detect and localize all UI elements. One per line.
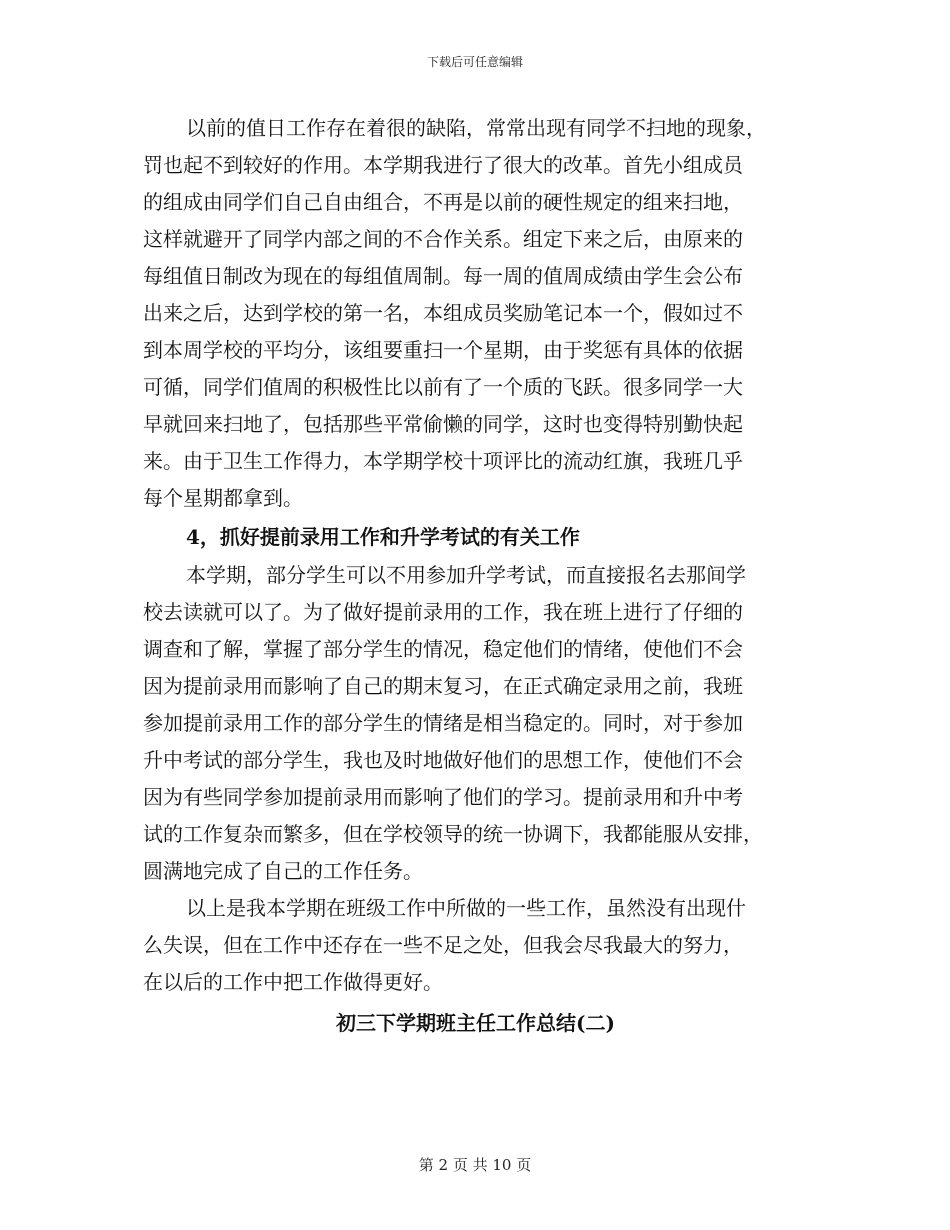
paragraph-line: 到本周学校的平均分，该组要重扫一个星期，由于奖惩有具体的依据: [143, 338, 743, 362]
page-footer: 第 2 页 共 10 页: [418, 1156, 532, 1174]
paragraph-line: 么失误，但在工作中还存在一些不足之处，但我会尽我最大的努力，: [143, 933, 743, 957]
paragraph-line: 校去读就可以了。为了做好提前录用的工作，我在班上进行了仔细的: [143, 600, 743, 624]
paragraph-line: 的组成由同学们自己自由组合，不再是以前的硬性规定的组来扫地，: [143, 190, 743, 214]
paragraph-line: 出来之后，达到学校的第一名，本组成员奖励笔记本一个，假如过不: [143, 301, 743, 325]
page-header: 下载后可任意编辑: [426, 55, 523, 69]
paragraph-line: 来。由于卫生工作得力，本学期学校十项评比的流动红旗，我班几乎: [143, 449, 743, 473]
paragraph-duty-reform: [143, 110, 808, 517]
paragraph-line: 以前的值日工作存在着很的缺陷，常常出现有同学不扫地的现象，: [186, 116, 766, 140]
paragraph-line: 因为提前录用而影响了自己的期末复习，在正式确定录用之前，我班: [143, 674, 743, 698]
paragraph-line: 因为有些同学参加提前录用而影响了他们的学习。提前录用和升中考: [143, 785, 743, 809]
document-body: [143, 110, 808, 1043]
paragraph-conclusion: [143, 890, 808, 1001]
paragraph-line: 罚也起不到较好的作用。本学期我进行了很大的改革。首先小组成员: [143, 153, 743, 177]
paragraph-line: 每个星期都拿到。: [143, 486, 303, 510]
paragraph-line: 以上是我本学期在班级工作中所做的一些工作，虽然没有出现什: [186, 896, 746, 920]
section-title: 初三下学期班主任工作总结(二): [336, 1011, 615, 1035]
paragraph-line: 可循，同学们值周的积极性比以前有了一个质的飞跃。很多同学一大: [143, 375, 743, 399]
paragraph-line: 本学期，部分学生可以不用参加升学考试，而直接报名去那间学: [186, 563, 746, 587]
section-heading-4: 4，抓好提前录用工作和升学考试的有关工作: [186, 525, 580, 549]
paragraph-early-admission: [143, 557, 808, 890]
paragraph-line: 升中考试的部分学生，我也及时地做好他们的思想工作，使他们不会: [143, 748, 743, 772]
paragraph-line: 圆满地完成了自己的工作任务。: [143, 859, 423, 883]
paragraph-line: 试的工作复杂而繁多，但在学校领导的统一协调下，我都能服从安排，: [143, 822, 763, 846]
paragraph-line: 这样就避开了同学内部之间的不合作关系。组定下来之后，由原来的: [143, 227, 743, 251]
paragraph-line: 参加提前录用工作的部分学生的情绪是相当稳定的。同时，对于参加: [143, 711, 743, 735]
paragraph-line: 每组值日制改为现在的每组值周制。每一周的值周成绩由学生会公布: [143, 264, 743, 288]
paragraph-line: 在以后的工作中把工作做得更好。: [143, 970, 443, 994]
paragraph-line: 早就回来扫地了，包括那些平常偷懒的同学，这时也变得特别勤快起: [143, 412, 743, 436]
paragraph-line: 调查和了解，掌握了部分学生的情况，稳定他们的情绪，使他们不会: [143, 637, 743, 661]
